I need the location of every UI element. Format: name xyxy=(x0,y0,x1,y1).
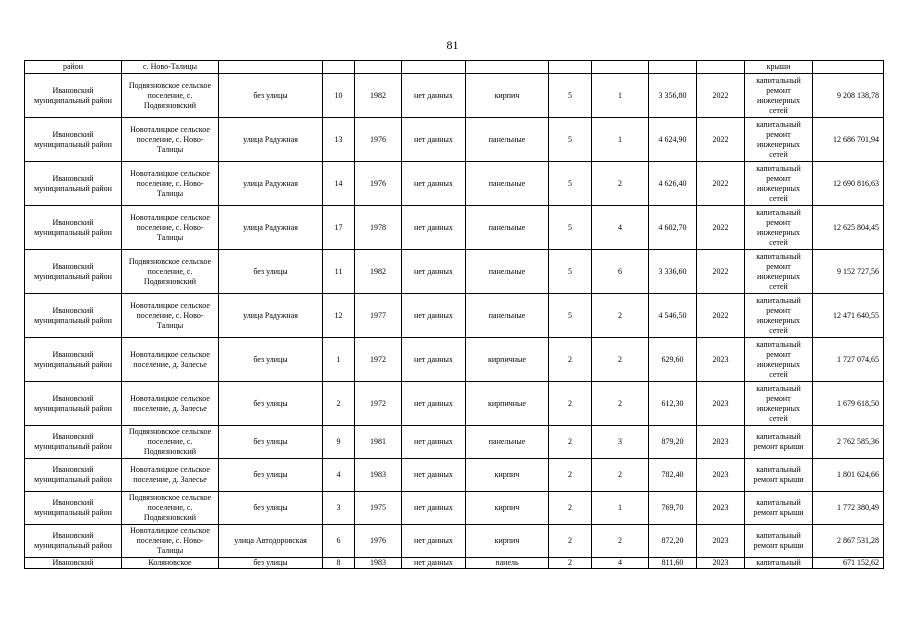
cell-material: кирпич xyxy=(466,459,549,492)
cell-area xyxy=(649,61,697,74)
cell-floors: 2 xyxy=(549,492,592,525)
cell-commissioning: нет данных xyxy=(402,426,466,459)
cell-floors: 5 xyxy=(549,118,592,162)
cell-floors: 2 xyxy=(549,426,592,459)
cell-street: улица Радужная xyxy=(219,162,323,206)
cell-commissioning: нет данных xyxy=(402,459,466,492)
cell-district: Ивановский муниципальный район xyxy=(25,459,122,492)
cell-work: крыши xyxy=(745,61,813,74)
cell-settlement: Новоталицкое сельское поселение, с. Ново-Талицы xyxy=(122,525,219,558)
housing-registry-table xyxy=(24,60,884,569)
cell-floors: 5 xyxy=(549,206,592,250)
cell-street xyxy=(219,61,323,74)
table-row xyxy=(25,162,884,206)
cell-material: панель xyxy=(466,558,549,569)
table-row xyxy=(25,74,884,118)
cell-material: панельные xyxy=(466,162,549,206)
cell-material: кирпич xyxy=(466,492,549,525)
cell-street: улица Автодоровская xyxy=(219,525,323,558)
cell-commissioning: нет данных xyxy=(402,382,466,426)
cell-house: 6 xyxy=(323,525,355,558)
cell-material xyxy=(466,61,549,74)
cell-material: кирпич xyxy=(466,74,549,118)
cell-material: панельные xyxy=(466,206,549,250)
cell-material: панельные xyxy=(466,426,549,459)
cell-plan-year: 2023 xyxy=(697,426,745,459)
cell-year: 1978 xyxy=(355,206,402,250)
cell-settlement: с. Ново-Талицы xyxy=(122,61,219,74)
cell-house: 4 xyxy=(323,459,355,492)
table-row xyxy=(25,426,884,459)
cell-street: без улицы xyxy=(219,74,323,118)
cell-settlement: Новоталицкое сельское поселение, д. Залесье xyxy=(122,459,219,492)
cell-floors: 5 xyxy=(549,250,592,294)
cell-entrances: 6 xyxy=(592,250,649,294)
cell-cost: 2 867 531,28 xyxy=(813,525,884,558)
cell-work: капитальный ремонт инженерных сетей xyxy=(745,206,813,250)
cell-street: улица Радужная xyxy=(219,294,323,338)
cell-year: 1972 xyxy=(355,382,402,426)
cell-district: Ивановский муниципальный район xyxy=(25,294,122,338)
cell-cost: 1 772 380,49 xyxy=(813,492,884,525)
cell-street: без улицы xyxy=(219,250,323,294)
cell-commissioning: нет данных xyxy=(402,206,466,250)
cell-commissioning: нет данных xyxy=(402,294,466,338)
cell-settlement: Новоталицкое сельское поселение, с. Ново-Талицы xyxy=(122,206,219,250)
cell-year: 1976 xyxy=(355,118,402,162)
cell-street: без улицы xyxy=(219,338,323,382)
cell-year: 1972 xyxy=(355,338,402,382)
table-row xyxy=(25,492,884,525)
cell-entrances: 2 xyxy=(592,382,649,426)
cell-work: капитальный ремонт крыши xyxy=(745,459,813,492)
cell-district: Ивановский муниципальный район xyxy=(25,338,122,382)
cell-area: 872,20 xyxy=(649,525,697,558)
table-row xyxy=(25,338,884,382)
cell-cost xyxy=(813,61,884,74)
cell-cost: 1 727 074,65 xyxy=(813,338,884,382)
cell-entrances: 1 xyxy=(592,74,649,118)
cell-entrances: 2 xyxy=(592,459,649,492)
cell-settlement: Подвязновское сельское поселение, с. Подвязновский xyxy=(122,74,219,118)
cell-street: без улицы xyxy=(219,459,323,492)
cell-entrances: 1 xyxy=(592,492,649,525)
cell-work: капитальный ремонт инженерных сетей xyxy=(745,382,813,426)
cell-district: Ивановский муниципальный район xyxy=(25,118,122,162)
cell-house: 11 xyxy=(323,250,355,294)
cell-street: без улицы xyxy=(219,492,323,525)
cell-work: капитальный ремонт инженерных сетей xyxy=(745,294,813,338)
cell-district: Ивановский муниципальный район xyxy=(25,250,122,294)
cell-plan-year: 2023 xyxy=(697,525,745,558)
cell-cost: 2 762 585,36 xyxy=(813,426,884,459)
cell-commissioning: нет данных xyxy=(402,338,466,382)
cell-entrances: 2 xyxy=(592,525,649,558)
cell-floors xyxy=(549,61,592,74)
cell-cost: 12 625 804,45 xyxy=(813,206,884,250)
cell-settlement: Новоталицкое сельское поселение, с. Ново-Талицы xyxy=(122,118,219,162)
cell-area: 4 602,70 xyxy=(649,206,697,250)
cell-settlement: Подвязновское сельское поселение, с. Подвязновский xyxy=(122,426,219,459)
cell-year: 1977 xyxy=(355,294,402,338)
cell-district: Ивановский xyxy=(25,558,122,569)
cell-material: кирпичные xyxy=(466,382,549,426)
cell-commissioning: нет данных xyxy=(402,162,466,206)
cell-material: панельные xyxy=(466,294,549,338)
cell-floors: 5 xyxy=(549,162,592,206)
cell-floors: 2 xyxy=(549,382,592,426)
table-row xyxy=(25,294,884,338)
page-number: 81 xyxy=(446,38,459,52)
cell-year: 1982 xyxy=(355,74,402,118)
cell-floors: 2 xyxy=(549,338,592,382)
cell-material: панельные xyxy=(466,250,549,294)
cell-plan-year: 2022 xyxy=(697,118,745,162)
cell-year: 1976 xyxy=(355,525,402,558)
cell-plan-year: 2022 xyxy=(697,162,745,206)
cell-area: 4 546,50 xyxy=(649,294,697,338)
table-row xyxy=(25,459,884,492)
cell-plan-year: 2022 xyxy=(697,250,745,294)
cell-area: 612,30 xyxy=(649,382,697,426)
cell-entrances: 3 xyxy=(592,426,649,459)
cell-plan-year: 2022 xyxy=(697,74,745,118)
cell-district: Ивановский муниципальный район xyxy=(25,74,122,118)
cell-work: капитальный ремонт крыши xyxy=(745,492,813,525)
cell-entrances: 1 xyxy=(592,118,649,162)
cell-house: 10 xyxy=(323,74,355,118)
cell-district: Ивановский муниципальный район xyxy=(25,426,122,459)
cell-commissioning: нет данных xyxy=(402,118,466,162)
cell-floors: 2 xyxy=(549,525,592,558)
cell-year xyxy=(355,61,402,74)
cell-district: Ивановский муниципальный район xyxy=(25,162,122,206)
cell-settlement: Новоталицкое сельское поселение, д. Залесье xyxy=(122,382,219,426)
table-body xyxy=(25,61,884,569)
cell-street: улица Радужная xyxy=(219,118,323,162)
table-row xyxy=(25,118,884,162)
cell-work: капитальный ремонт крыши xyxy=(745,525,813,558)
cell-floors: 2 xyxy=(549,459,592,492)
cell-settlement: Подвязновское сельское поселение, с. Подвязновский xyxy=(122,492,219,525)
cell-area: 3 336,60 xyxy=(649,250,697,294)
cell-house: 13 xyxy=(323,118,355,162)
cell-plan-year: 2023 xyxy=(697,338,745,382)
cell-entrances: 4 xyxy=(592,206,649,250)
cell-work: капитальный ремонт инженерных сетей xyxy=(745,162,813,206)
cell-street: без улицы xyxy=(219,558,323,569)
cell-entrances: 2 xyxy=(592,162,649,206)
cell-work: капитальный ремонт крыши xyxy=(745,426,813,459)
cell-district: Ивановский муниципальный район xyxy=(25,382,122,426)
cell-commissioning: нет данных xyxy=(402,492,466,525)
cell-material: кирпичные xyxy=(466,338,549,382)
cell-area: 811,60 xyxy=(649,558,697,569)
cell-cost: 9 152 727,56 xyxy=(813,250,884,294)
cell-commissioning xyxy=(402,61,466,74)
cell-street: улица Радужная xyxy=(219,206,323,250)
cell-district: Ивановский муниципальный район xyxy=(25,525,122,558)
cell-plan-year xyxy=(697,61,745,74)
cell-house xyxy=(323,61,355,74)
cell-year: 1983 xyxy=(355,459,402,492)
cell-area: 879,20 xyxy=(649,426,697,459)
cell-house: 8 xyxy=(323,558,355,569)
cell-plan-year: 2022 xyxy=(697,294,745,338)
cell-area: 629,60 xyxy=(649,338,697,382)
cell-year: 1983 xyxy=(355,558,402,569)
cell-material: панельные xyxy=(466,118,549,162)
cell-work: капитальный ремонт инженерных сетей xyxy=(745,118,813,162)
cell-cost: 1 801 624,66 xyxy=(813,459,884,492)
table-row xyxy=(25,382,884,426)
cell-cost: 12 471 640,55 xyxy=(813,294,884,338)
cell-house: 1 xyxy=(323,338,355,382)
cell-year: 1976 xyxy=(355,162,402,206)
cell-settlement: Новоталицкое сельское поселение, с. Ново-Талицы xyxy=(122,294,219,338)
cell-district: район xyxy=(25,61,122,74)
table-row xyxy=(25,250,884,294)
cell-plan-year: 2023 xyxy=(697,558,745,569)
cell-street: без улицы xyxy=(219,382,323,426)
cell-street: без улицы xyxy=(219,426,323,459)
cell-cost: 12 686 701,94 xyxy=(813,118,884,162)
cell-work: капитальный ремонт инженерных сетей xyxy=(745,338,813,382)
table-row xyxy=(25,61,884,74)
cell-work: капитальный ремонт инженерных сетей xyxy=(745,250,813,294)
cell-plan-year: 2023 xyxy=(697,382,745,426)
cell-commissioning: нет данных xyxy=(402,525,466,558)
cell-cost: 1 679 618,50 xyxy=(813,382,884,426)
table-row xyxy=(25,558,884,569)
cell-settlement: Коляновское xyxy=(122,558,219,569)
cell-area: 4 624,90 xyxy=(649,118,697,162)
cell-cost: 9 208 138,78 xyxy=(813,74,884,118)
cell-settlement: Новоталицкое сельское поселение, д. Залесье xyxy=(122,338,219,382)
cell-entrances: 4 xyxy=(592,558,649,569)
cell-house: 2 xyxy=(323,382,355,426)
cell-district: Ивановский муниципальный район xyxy=(25,492,122,525)
cell-entrances: 2 xyxy=(592,294,649,338)
cell-plan-year: 2022 xyxy=(697,206,745,250)
cell-area: 3 356,80 xyxy=(649,74,697,118)
cell-year: 1981 xyxy=(355,426,402,459)
cell-house: 17 xyxy=(323,206,355,250)
cell-floors: 2 xyxy=(549,558,592,569)
cell-commissioning: нет данных xyxy=(402,74,466,118)
cell-entrances: 2 xyxy=(592,338,649,382)
cell-house: 9 xyxy=(323,426,355,459)
cell-cost: 671 152,62 xyxy=(813,558,884,569)
cell-area: 4 626,40 xyxy=(649,162,697,206)
cell-year: 1982 xyxy=(355,250,402,294)
cell-cost: 12 690 816,63 xyxy=(813,162,884,206)
cell-commissioning: нет данных xyxy=(402,558,466,569)
cell-work: капитальный xyxy=(745,558,813,569)
table-row xyxy=(25,525,884,558)
cell-year: 1975 xyxy=(355,492,402,525)
cell-house: 14 xyxy=(323,162,355,206)
cell-floors: 5 xyxy=(549,74,592,118)
cell-entrances xyxy=(592,61,649,74)
cell-work: капитальный ремонт инженерных сетей xyxy=(745,74,813,118)
cell-settlement: Новоталицкое сельское поселение, с. Ново-Талицы xyxy=(122,162,219,206)
cell-commissioning: нет данных xyxy=(402,250,466,294)
cell-settlement: Подвязновское сельское поселение, с. Подвязновский xyxy=(122,250,219,294)
cell-area: 769,70 xyxy=(649,492,697,525)
cell-material: кирпич xyxy=(466,525,549,558)
cell-plan-year: 2023 xyxy=(697,459,745,492)
cell-house: 3 xyxy=(323,492,355,525)
cell-district: Ивановский муниципальный район xyxy=(25,206,122,250)
cell-house: 12 xyxy=(323,294,355,338)
cell-floors: 5 xyxy=(549,294,592,338)
cell-plan-year: 2023 xyxy=(697,492,745,525)
cell-area: 782,40 xyxy=(649,459,697,492)
table-row xyxy=(25,206,884,250)
